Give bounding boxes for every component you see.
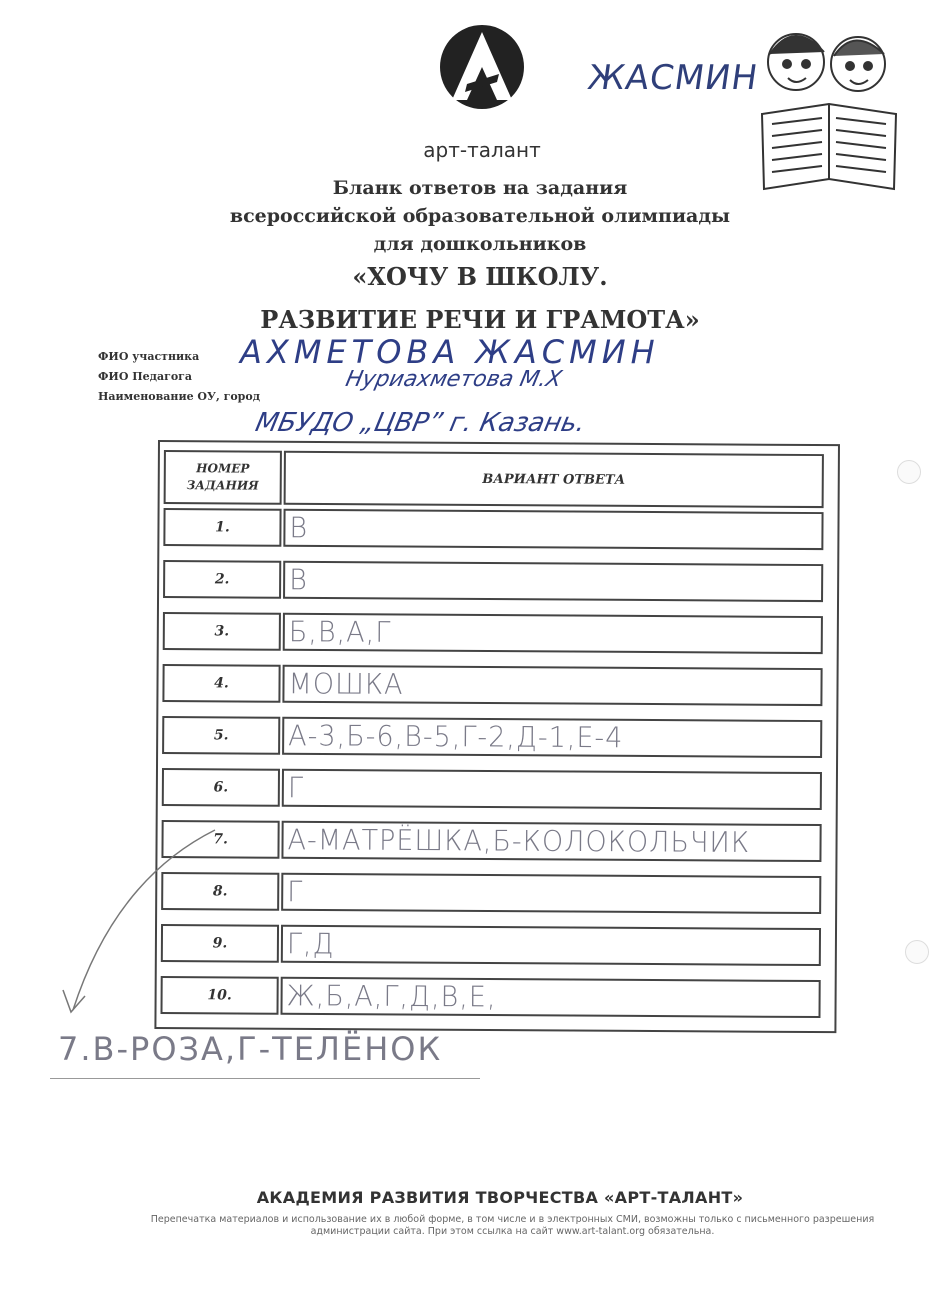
task-answer: Г [287,772,305,805]
task-number: 3. [214,623,230,640]
task-answer: Г [287,875,304,909]
table-row [162,768,822,810]
teacher-value: Нуриахметова М.Х [343,367,564,392]
table-row [163,612,823,654]
punch-hole [905,940,929,964]
school-label: Наименование ОУ, город [98,390,261,403]
footer-title: АКАДЕМИЯ РАЗВИТИЯ ТВОРЧЕСТВА «АРТ-ТАЛАНТ» [256,1188,744,1207]
header-answer-cell [284,451,824,508]
task-number: 10. [207,987,232,1004]
underline-divider [50,1078,480,1079]
title-line-1: Бланк ответов на задания [332,177,628,199]
table-row [161,872,821,914]
handwritten-name: ЖАСМИН [585,58,761,98]
task-number: 1. [215,519,230,536]
task-answer: МОШКА [288,668,404,702]
task-number: 5. [213,727,229,744]
title-line-5: РАЗВИТИЕ РЕЧИ И ГРАМОТА» [260,305,700,334]
task-answer: Г,Д [286,927,335,961]
task-answer: Ж,Б,А,Г,Д,В,Е, [286,979,497,1014]
table-row [162,664,822,706]
table-row [160,976,820,1018]
task-answer: А-3,Б-6,В-5,Г-2,Д-1,Е-4 [288,720,624,755]
extra-answer-note: 7.В-РОЗА,Г-ТЕЛЁНОК [58,1030,443,1068]
task-answer: А-МАТРЁШКА,Б-КОЛОКОЛЬЧИК [287,823,751,860]
brand-name: арт-талант [423,138,541,162]
header-number: НОМЕР ЗАДАНИЯ [186,461,259,493]
task-number: 7. [213,831,228,848]
kids-reading-illustration [754,14,904,194]
participant-value: АХМЕТОВА ЖАСМИН [240,333,660,371]
table-row [162,716,822,758]
footer-note: Перепечатка материалов и использование их в любой форме, в том числе и в электронных СМИ, возможны только с письменного разрешения администрации сайта. При этом ссылка на сайт www.art-talant.org обязательна. [150,1214,875,1237]
teacher-label: ФИО Педагога [98,370,193,383]
table-row [163,508,823,550]
participant-label: ФИО участника [98,350,200,363]
answers-table [154,440,840,1033]
table-row [163,560,823,602]
school-value: МБУДО „ЦВР” г. Казань. [252,408,589,438]
task-answer: В [289,564,308,597]
task-answer: В [289,512,309,545]
title-line-3: для дошкольников [373,233,587,255]
pencil-arrow-icon [55,820,225,1030]
task-number: 6. [213,779,229,796]
task-number: 9. [212,935,228,952]
punch-hole [897,460,921,484]
task-answer: Б,В,А,Г [288,616,392,650]
task-number: 4. [214,675,229,692]
art-talant-logo [437,22,527,122]
header-number-cell [164,450,282,505]
title-line-2: всероссийской образовательной олимпиады [229,205,731,227]
task-number: 8. [212,883,228,900]
task-number: 2. [214,571,230,588]
title-line-4: «ХОЧУ В ШКОЛУ. [352,262,608,291]
table-row [161,820,821,862]
table-row [161,924,821,966]
header-answer: ВАРИАНТ ОТВЕТА [482,471,626,488]
